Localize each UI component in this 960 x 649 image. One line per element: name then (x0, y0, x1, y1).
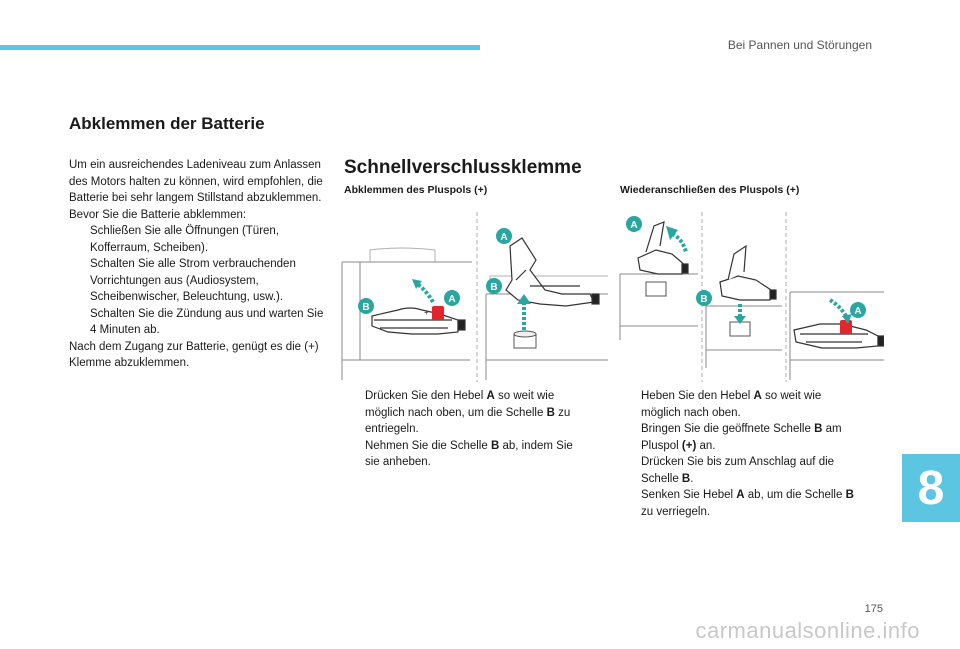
list-item-text: Schließen Sie alle Öffnungen (Türen, Kofferraum, Scheiben). (90, 225, 280, 254)
list-item-text: Schalten Sie alle Strom verbrauchenden Vorrichtungen aus (Audiosystem, Scheibenwischer, Beleuchtung, usw.). (90, 258, 296, 303)
disconnect-heading: Abklemmen des Pluspols (+) (344, 184, 488, 196)
badge-a-label: A (630, 220, 638, 231)
reconnect-steps (620, 388, 860, 520)
intro-paragraph: Um ein ausreichendes Ladeniveau zum Anlassen des Motors halten zu können, wird empfohlen, die Batterie bei sehr langem Stillstand abzuklemmen. (69, 159, 323, 204)
bullet-icon (344, 438, 365, 471)
bullet-icon (620, 421, 641, 454)
header-accent-bar (0, 45, 480, 50)
bullet-icon (620, 487, 641, 520)
intro-paragraph: Nach dem Zugang zur Batterie, genügt es die (+) Klemme abzuklemmen. (69, 340, 319, 369)
bullet-icon (69, 306, 90, 339)
badge-b-label: B (490, 282, 498, 293)
list-item-text: Schalten Sie die Zündung aus und warten Sie 4 Minuten ab. (90, 307, 324, 336)
list-item (620, 421, 860, 454)
reconnect-heading: Wiederanschließen des Pluspols (+) (620, 184, 800, 196)
list-item (69, 306, 329, 339)
list-item (69, 223, 329, 256)
watermark: carmanualsonline.info (695, 618, 920, 643)
header-title: Bei Pannen und Störungen (727, 38, 872, 52)
bullet-icon (69, 256, 90, 306)
bullet-icon (620, 454, 641, 487)
list-item (620, 487, 860, 520)
badge-a-label: A (448, 294, 456, 305)
reconnect-illustration (616, 210, 884, 382)
list-item-text: Drücken Sie den Hebel A so weit wie möglich nach oben, um die Schelle B zu entriegeln. (365, 390, 571, 435)
badge-a-label: A (854, 306, 862, 317)
badge-b-label: B (362, 302, 370, 313)
bullet-icon (69, 223, 90, 256)
bullet-icon (344, 388, 365, 438)
bullet-icon (620, 388, 641, 421)
disconnect-steps (344, 388, 584, 471)
page-number: 175 (864, 603, 883, 615)
list-item (620, 454, 860, 487)
badge-a-label: A (500, 232, 508, 243)
list-item-text: Senken Sie Hebel A ab, um die Schelle B zu verriegeln. (641, 489, 854, 518)
badge-b-label: B (700, 294, 708, 305)
list-item-text: Heben Sie den Hebel A so weit wie möglich nach oben. (641, 390, 822, 419)
section-title: Abklemmen der Batterie (69, 114, 265, 133)
list-item (69, 256, 329, 306)
list-item (344, 388, 584, 438)
disconnect-illustration (340, 210, 608, 382)
intro-text (69, 157, 329, 372)
list-item (620, 388, 860, 421)
list-item-text: Bringen Sie die geöffnete Schelle B am Pluspol (+) an. (641, 423, 842, 452)
chapter-tab: 8 (902, 454, 960, 522)
svg-text:+: + (424, 308, 429, 317)
list-item (344, 438, 584, 471)
list-item-text: Nehmen Sie die Schelle B ab, indem Sie sie anheben. (365, 439, 573, 468)
subsection-title: Schnellverschlussklemme (344, 157, 582, 178)
list-item-text: Drücken Sie bis zum Anschlag auf die Schelle B. (641, 456, 835, 485)
intro-paragraph: Bevor Sie die Batterie abklemmen: (69, 208, 247, 221)
